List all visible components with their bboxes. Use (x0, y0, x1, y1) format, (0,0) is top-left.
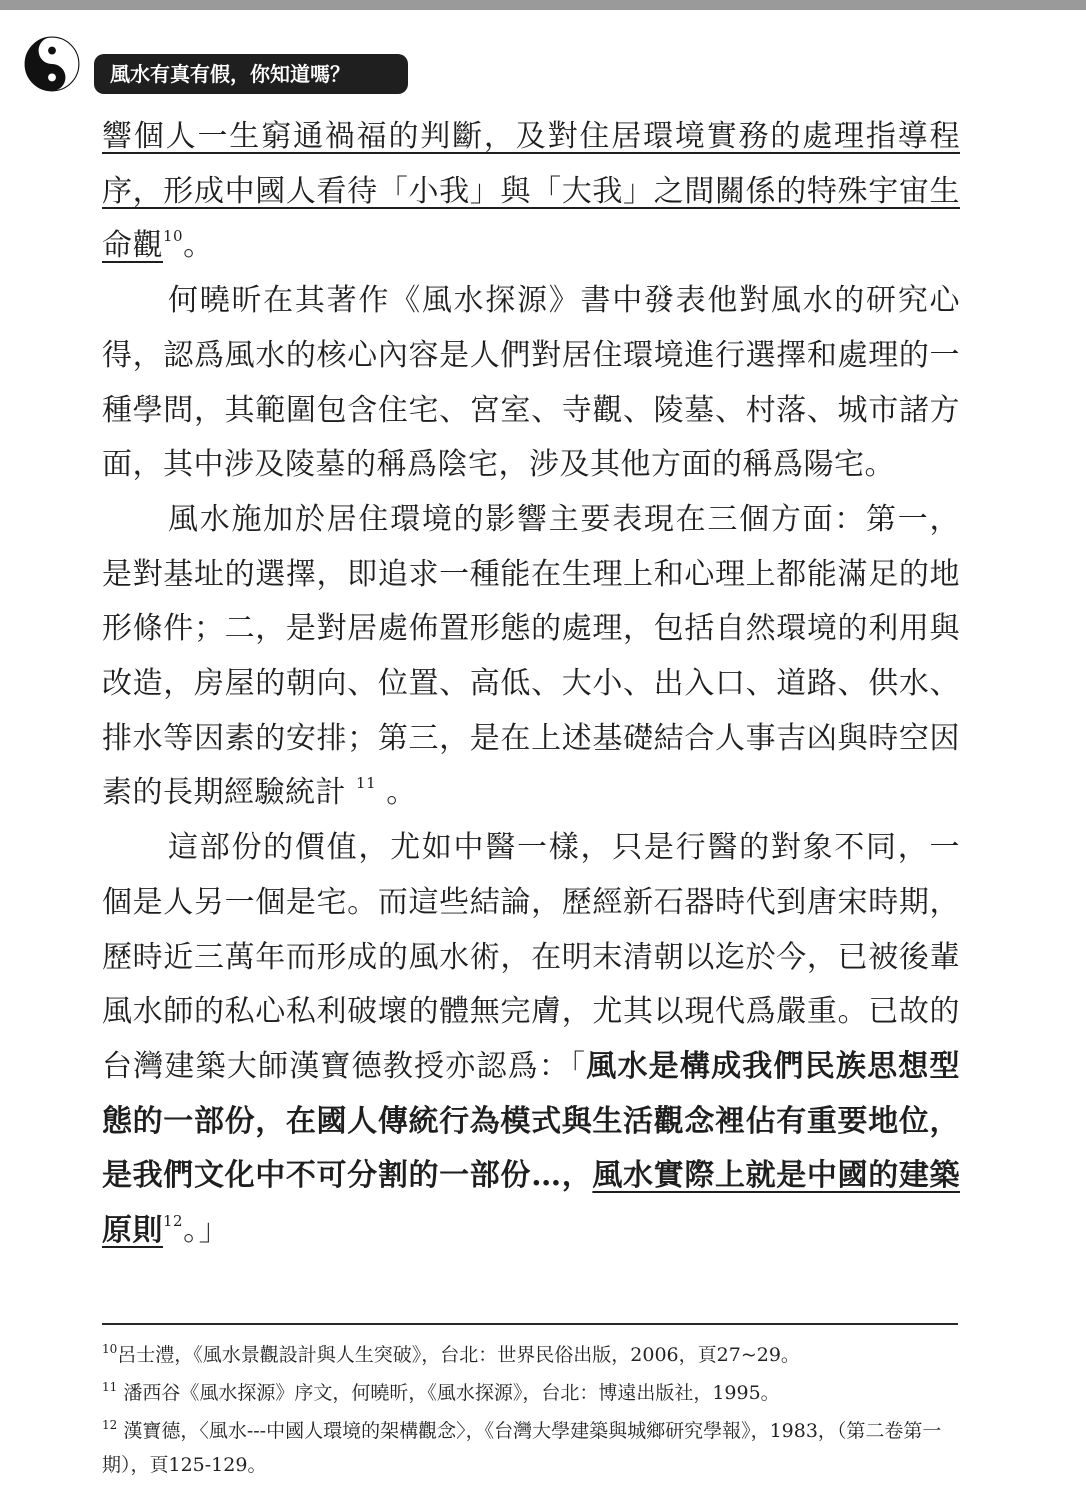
footnotes (102, 1338, 960, 1486)
footnote-12 (102, 1414, 960, 1482)
yin-yang-icon (24, 36, 80, 92)
top-border (0, 0, 1086, 10)
paragraph-4-text: 這部份的價值，尤如中醫一樣，只是行醫的對象不同，一個是人另一個是宅。而這些結論，歷經新石器時代到唐宋時期，歷時近三萬年而形成的風水術，在明末清朝以迄於今，已被後輩風水師的私心私利破壞的體無完膚，尤其以現代爲嚴重。已故的台灣建築大師漢寶德教授亦認爲：「 (102, 830, 960, 1084)
footnote-text: 潘西谷《風水探源》序文，何曉昕，《風水探源》，台北：博遠出版社，1995。 (117, 1382, 780, 1404)
footnote-ref-12: 12 (163, 1212, 184, 1231)
underlined-text: 響個人一生窮通禍福的判斷，及對住居環境實務的處理指導程序，形成中國人看待「小我」與「大我」之間關係的特殊宇宙生命觀 (102, 119, 960, 264)
footnote-text: 漢寶德，〈風水---中國人環境的架構觀念〉，《台灣大學建築與城鄉研究學報》，1983，（第二卷第一期），頁125-129。 (102, 1420, 942, 1476)
paragraph-tail: 。 (183, 228, 214, 264)
quote-text: 風水是構成我們民族思想型態的一部份，在國人傳統行為模式與生活觀念裡佔有重要地位，是我們文化中不可分割的一部份…， (102, 1048, 961, 1194)
footnote-10 (102, 1338, 960, 1372)
header-title: 風水有真有假，你知道嗎？ (94, 54, 408, 94)
footnote-11 (102, 1376, 960, 1410)
footnote-ref-11: 11 (356, 774, 377, 793)
paragraph-tail: 。 (386, 775, 417, 811)
footnote-ref-10: 10 (163, 227, 184, 246)
paragraph-3-text: 風水施加於居住環境的影響主要表現在三個方面：第一，是對基址的選擇，即追求一種能在生理上和心理上都能滿足的地形條件；二，是對居處佈置形態的處理，包括自然環境的利用與改造，房屋的朝向、位置、高低、大小、出入口、道路、供水、排水等因素的安排；第三，是在上述基礎結合人事吉凶與時空因素的長期經驗統計 (102, 501, 960, 811)
paragraph-2: 何曉昕在其著作《風水探源》書中發表他對風水的研究心得，認爲風水的核心內容是人們對居住環境進行選擇和處理的一種學問，其範圍包含住宅、宮室、寺觀、陵墓、村落、城市諸方面，其中涉及陵墓的稱爲陰宅，涉及其他方面的稱爲陽宅。 (102, 283, 960, 483)
footnote-divider (102, 1323, 958, 1325)
paragraph-3 (102, 493, 960, 821)
main-text (102, 110, 960, 1259)
footnote-number: 12 (102, 1418, 118, 1432)
footnote-number: 11 (102, 1380, 118, 1394)
paragraph-4 (102, 821, 960, 1259)
paragraph-1 (102, 110, 960, 274)
paragraph-tail: 。」 (183, 1213, 230, 1249)
footnote-text: 呂士澧，《風水景觀設計與人生突破》，台北：世界民俗出版，2006，頁27~29。 (117, 1344, 800, 1366)
footnote-number: 10 (102, 1342, 118, 1356)
quote-underlined: 風水實際上就是中國的建築原則 (102, 1158, 961, 1249)
